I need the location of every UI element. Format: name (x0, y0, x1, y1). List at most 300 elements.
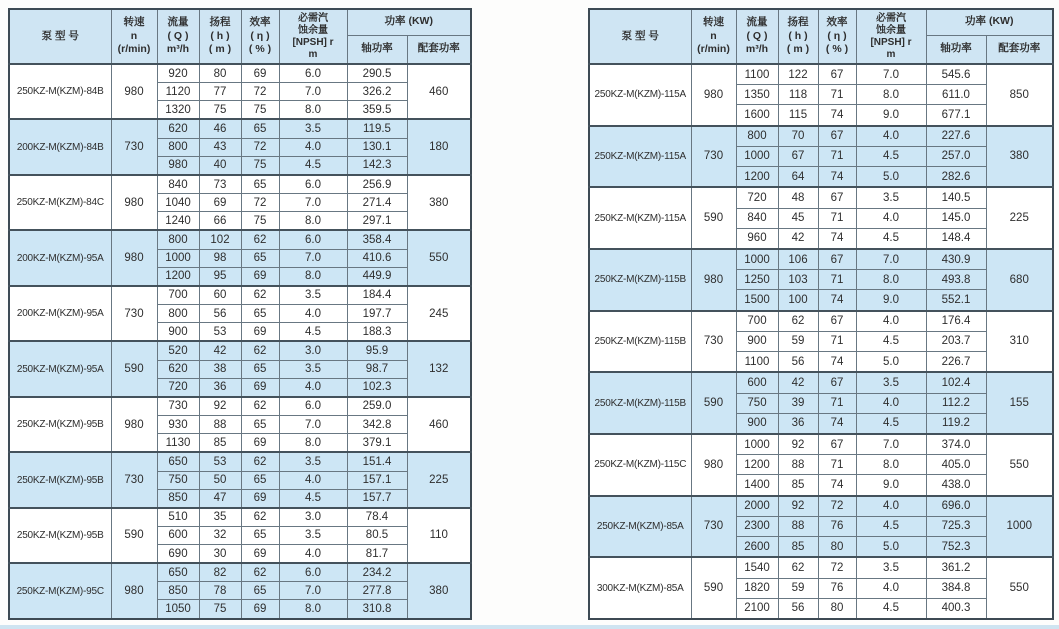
head-cell: 32 (199, 526, 241, 544)
npsh-cell: 8.0 (856, 85, 926, 105)
efficiency-cell: 75 (241, 156, 279, 175)
header-label-line: m (886, 48, 896, 60)
npsh-cell: 7.0 (279, 83, 347, 101)
flow-cell: 620 (157, 360, 199, 378)
head-cell: 36 (778, 413, 818, 434)
shaft-power-cell: 81.7 (347, 545, 407, 564)
speed-cell: 590 (691, 187, 736, 249)
head-cell: 88 (778, 455, 818, 475)
efficiency-cell: 71 (818, 393, 856, 413)
shaft-power-cell: 342.8 (347, 416, 407, 434)
efficiency-cell: 71 (818, 146, 856, 166)
head-cell: 102 (199, 230, 241, 249)
head-cell: 59 (778, 578, 818, 598)
matched-power-cell: 380 (986, 126, 1053, 188)
model-cell: 250KZ-M(KZM)-115B (589, 372, 691, 434)
speed-cell: 980 (691, 434, 736, 496)
header-label-line: (r/min) (697, 43, 730, 56)
efficiency-cell: 65 (241, 360, 279, 378)
header-label-line: 流量 (167, 16, 189, 29)
efficiency-cell: 74 (818, 475, 856, 496)
col-header-flow (736, 9, 778, 64)
efficiency-cell: 67 (818, 311, 856, 332)
header-label-line: 效率 (249, 16, 271, 29)
flow-cell: 700 (736, 311, 778, 332)
efficiency-cell: 74 (818, 105, 856, 126)
head-cell: 36 (199, 378, 241, 397)
efficiency-cell: 67 (818, 434, 856, 455)
npsh-cell: 8.0 (279, 434, 347, 453)
flow-cell: 800 (157, 230, 199, 249)
flow-cell: 900 (157, 323, 199, 342)
matched-power-cell: 225 (986, 187, 1053, 249)
flow-cell: 750 (157, 471, 199, 489)
matched-power-cell: 550 (407, 230, 471, 285)
efficiency-cell: 72 (818, 557, 856, 578)
npsh-cell: 3.5 (856, 372, 926, 393)
shaft-power-cell: 102.3 (347, 378, 407, 397)
col-header-model: 泵 型 号 (9, 9, 111, 64)
shaft-power-cell: 430.9 (926, 249, 986, 270)
flow-cell: 620 (157, 119, 199, 138)
flow-cell: 900 (736, 331, 778, 351)
head-cell: 48 (778, 187, 818, 208)
matched-power-cell: 850 (986, 64, 1053, 126)
model-cell: 250KZ-M(KZM)-115B (589, 311, 691, 373)
head-cell: 35 (199, 508, 241, 527)
head-cell: 85 (778, 536, 818, 557)
model-cell: 200KZ-M(KZM)-84B (9, 119, 111, 174)
shaft-power-cell: 552.1 (926, 290, 986, 311)
shaft-power-cell: 197.7 (347, 305, 407, 323)
npsh-cell: 4.5 (856, 516, 926, 536)
npsh-cell: 9.0 (856, 105, 926, 126)
shaft-power-cell: 725.3 (926, 516, 986, 536)
table-header (9, 9, 471, 64)
npsh-cell: 4.0 (279, 378, 347, 397)
head-cell: 73 (199, 175, 241, 194)
npsh-cell: 4.0 (856, 208, 926, 228)
header-label-line: 流量 (746, 16, 768, 29)
head-cell: 106 (778, 249, 818, 270)
npsh-cell: 4.5 (856, 146, 926, 166)
head-cell: 70 (778, 126, 818, 147)
shaft-power-cell: 326.2 (347, 83, 407, 101)
table-row (589, 249, 1053, 270)
head-cell: 42 (778, 372, 818, 393)
npsh-cell: 6.0 (279, 563, 347, 582)
shaft-power-cell: 310.8 (347, 600, 407, 619)
header-label-line: ( Q ) (746, 29, 768, 42)
efficiency-cell: 65 (241, 249, 279, 267)
head-cell: 59 (778, 331, 818, 351)
table-body (9, 64, 471, 619)
header-label-line: ( m ) (208, 43, 232, 56)
col-header-matched-power: 配套功率 (407, 35, 471, 64)
speed-cell: 730 (691, 311, 736, 373)
speed-cell: 590 (691, 557, 736, 619)
npsh-cell: 8.0 (279, 212, 347, 231)
npsh-cell: 7.0 (279, 194, 347, 212)
shaft-power-cell: 142.3 (347, 156, 407, 175)
efficiency-cell: 69 (241, 545, 279, 564)
flow-cell: 2600 (736, 536, 778, 557)
shaft-power-cell: 358.4 (347, 230, 407, 249)
flow-cell: 800 (157, 305, 199, 323)
model-cell: 250KZ-M(KZM)-84B (9, 64, 111, 119)
matched-power-cell: 245 (407, 286, 471, 341)
npsh-cell: 4.0 (279, 305, 347, 323)
head-cell: 88 (199, 416, 241, 434)
shaft-power-cell: 545.6 (926, 64, 986, 85)
shaft-power-cell: 140.5 (926, 187, 986, 208)
head-cell: 53 (199, 452, 241, 471)
header-row-1 (9, 9, 471, 35)
shaft-power-cell: 282.6 (926, 167, 986, 188)
flow-cell: 690 (157, 545, 199, 564)
table-row (9, 452, 471, 471)
head-cell: 100 (778, 290, 818, 311)
shaft-power-cell: 277.8 (347, 582, 407, 600)
shaft-power-cell: 98.7 (347, 360, 407, 378)
model-cell: 250KZ-M(KZM)-95B (9, 397, 111, 452)
npsh-cell: 6.0 (279, 230, 347, 249)
header-label-line: [NPSH] r (292, 36, 334, 48)
shaft-power-cell: 130.1 (347, 138, 407, 156)
table-row (589, 557, 1053, 578)
col-header-shaft-power: 轴功率 (926, 35, 986, 64)
npsh-cell: 8.0 (279, 101, 347, 120)
table-row (589, 187, 1053, 208)
model-cell: 250KZ-M(KZM)-95B (9, 452, 111, 507)
flow-cell: 1050 (157, 600, 199, 619)
model-cell: 250KZ-M(KZM)-115C (589, 434, 691, 496)
shaft-power-cell: 449.9 (347, 267, 407, 286)
shaft-power-cell: 157.7 (347, 489, 407, 508)
efficiency-cell: 74 (818, 351, 856, 372)
flow-cell: 1820 (736, 578, 778, 598)
efficiency-cell: 69 (241, 378, 279, 397)
shaft-power-cell: 234.2 (347, 563, 407, 582)
shaft-power-cell: 359.5 (347, 101, 407, 120)
efficiency-cell: 71 (818, 331, 856, 351)
header-row-1 (589, 9, 1053, 35)
head-cell: 95 (199, 267, 241, 286)
bottom-rule-divider (0, 625, 1059, 629)
speed-cell: 730 (111, 452, 157, 507)
npsh-cell: 4.0 (279, 138, 347, 156)
pump-spec-table-left (8, 8, 472, 620)
shaft-power-cell: 188.3 (347, 323, 407, 342)
flow-cell: 920 (157, 64, 199, 83)
efficiency-cell: 62 (241, 341, 279, 360)
efficiency-cell: 67 (818, 187, 856, 208)
head-cell: 62 (778, 311, 818, 332)
col-header-matched-power: 配套功率 (986, 35, 1053, 64)
head-cell: 64 (778, 167, 818, 188)
matched-power-cell: 310 (986, 311, 1053, 373)
header-label-line: 扬程 (787, 16, 809, 29)
speed-cell: 590 (111, 508, 157, 563)
npsh-cell: 3.5 (856, 187, 926, 208)
matched-power-cell: 1000 (986, 496, 1053, 558)
head-cell: 60 (199, 286, 241, 305)
shaft-power-cell: 95.9 (347, 341, 407, 360)
head-cell: 66 (199, 212, 241, 231)
npsh-cell: 9.0 (856, 475, 926, 496)
shaft-power-cell: 112.2 (926, 393, 986, 413)
head-cell: 88 (778, 516, 818, 536)
header-label-line: ( η ) (827, 29, 847, 42)
efficiency-cell: 69 (241, 267, 279, 286)
head-cell: 39 (778, 393, 818, 413)
npsh-cell: 3.5 (279, 360, 347, 378)
head-cell: 56 (778, 351, 818, 372)
table-header (589, 9, 1053, 64)
table-row (9, 175, 471, 194)
shaft-power-cell: 611.0 (926, 85, 986, 105)
head-cell: 85 (199, 434, 241, 453)
flow-cell: 1320 (157, 101, 199, 120)
npsh-cell: 3.5 (279, 526, 347, 544)
npsh-cell: 3.5 (279, 452, 347, 471)
flow-cell: 600 (157, 526, 199, 544)
flow-cell: 2300 (736, 516, 778, 536)
header-label-line: ( % ) (825, 43, 849, 56)
speed-cell: 730 (111, 119, 157, 174)
flow-cell: 800 (736, 126, 778, 147)
npsh-cell: 7.0 (856, 64, 926, 85)
col-header-npsh (856, 9, 926, 64)
matched-power-cell: 132 (407, 341, 471, 396)
speed-cell: 730 (691, 496, 736, 558)
npsh-cell: 8.0 (856, 455, 926, 475)
npsh-cell: 4.0 (856, 126, 926, 147)
shaft-power-cell: 384.8 (926, 578, 986, 598)
model-cell: 250KZ-M(KZM)-95B (9, 508, 111, 563)
flow-cell: 1000 (736, 434, 778, 455)
shaft-power-cell: 374.0 (926, 434, 986, 455)
shaft-power-cell: 379.1 (347, 434, 407, 453)
flow-cell: 1100 (736, 64, 778, 85)
speed-cell: 980 (111, 175, 157, 230)
matched-power-cell: 180 (407, 119, 471, 174)
head-cell: 92 (199, 397, 241, 416)
shaft-power-cell: 226.7 (926, 351, 986, 372)
table-row (9, 508, 471, 527)
head-cell: 56 (199, 305, 241, 323)
speed-cell: 980 (691, 64, 736, 126)
npsh-cell: 3.5 (856, 557, 926, 578)
table-row (589, 496, 1053, 517)
npsh-cell: 4.0 (279, 545, 347, 564)
shaft-power-cell: 227.6 (926, 126, 986, 147)
flow-cell: 900 (736, 413, 778, 434)
header-label-line: m³/h (745, 43, 769, 56)
head-cell: 78 (199, 582, 241, 600)
model-cell: 200KZ-M(KZM)-95A (9, 230, 111, 285)
shaft-power-cell: 148.4 (926, 228, 986, 249)
col-header-efficiency (241, 9, 279, 64)
npsh-cell: 3.0 (279, 508, 347, 527)
speed-cell: 980 (111, 230, 157, 285)
table-row (589, 126, 1053, 147)
shaft-power-cell: 290.5 (347, 64, 407, 83)
table-row (9, 64, 471, 83)
npsh-cell: 6.0 (279, 397, 347, 416)
head-cell: 92 (778, 434, 818, 455)
flow-cell: 510 (157, 508, 199, 527)
head-cell: 118 (778, 85, 818, 105)
matched-power-cell: 460 (407, 397, 471, 452)
efficiency-cell: 80 (818, 598, 856, 619)
head-cell: 92 (778, 496, 818, 517)
header-label-line: n (130, 29, 138, 42)
matched-power-cell: 155 (986, 372, 1053, 434)
header-label-line: ( h ) (210, 29, 230, 42)
shaft-power-cell: 119.2 (926, 413, 986, 434)
npsh-cell: 4.0 (856, 393, 926, 413)
head-cell: 122 (778, 64, 818, 85)
head-cell: 115 (778, 105, 818, 126)
efficiency-cell: 67 (818, 126, 856, 147)
pump-spec-table-right (588, 8, 1054, 620)
header-label-line: m (308, 48, 318, 60)
efficiency-cell: 69 (241, 489, 279, 508)
flow-cell: 1000 (157, 249, 199, 267)
flow-cell: 720 (736, 187, 778, 208)
head-cell: 30 (199, 545, 241, 564)
npsh-cell: 4.5 (856, 413, 926, 434)
efficiency-cell: 72 (241, 138, 279, 156)
header-label-line: 转速 (123, 16, 145, 29)
shaft-power-cell: 145.0 (926, 208, 986, 228)
flow-cell: 850 (157, 489, 199, 508)
efficiency-cell: 69 (241, 64, 279, 83)
flow-cell: 520 (157, 341, 199, 360)
efficiency-cell: 62 (241, 563, 279, 582)
efficiency-cell: 75 (241, 212, 279, 231)
matched-power-cell: 550 (986, 434, 1053, 496)
efficiency-cell: 69 (241, 323, 279, 342)
header-label-line: 蚀余量 (876, 24, 906, 36)
head-cell: 85 (778, 475, 818, 496)
npsh-cell: 4.5 (856, 598, 926, 619)
flow-cell: 840 (736, 208, 778, 228)
col-header-shaft-power: 轴功率 (347, 35, 407, 64)
flow-cell: 650 (157, 452, 199, 471)
npsh-cell: 7.0 (279, 416, 347, 434)
flow-cell: 960 (736, 228, 778, 249)
efficiency-cell: 62 (241, 286, 279, 305)
speed-cell: 980 (111, 397, 157, 452)
header-label-line: ( % ) (248, 43, 272, 56)
model-cell: 250KZ-M(KZM)-115A (589, 64, 691, 126)
speed-cell: 590 (691, 372, 736, 434)
npsh-cell: 8.0 (279, 267, 347, 286)
flow-cell: 1400 (736, 475, 778, 496)
matched-power-cell: 460 (407, 64, 471, 119)
flow-cell: 2100 (736, 598, 778, 619)
speed-cell: 980 (691, 249, 736, 311)
efficiency-cell: 65 (241, 305, 279, 323)
npsh-cell: 3.0 (279, 341, 347, 360)
head-cell: 53 (199, 323, 241, 342)
npsh-cell: 8.0 (279, 600, 347, 619)
matched-power-cell: 680 (986, 249, 1053, 311)
flow-cell: 730 (157, 397, 199, 416)
col-header-speed (111, 9, 157, 64)
head-cell: 56 (778, 598, 818, 619)
col-header-flow (157, 9, 199, 64)
npsh-cell: 5.0 (856, 536, 926, 557)
shaft-power-cell: 256.9 (347, 175, 407, 194)
shaft-power-cell: 438.0 (926, 475, 986, 496)
flow-cell: 840 (157, 175, 199, 194)
speed-cell: 730 (691, 126, 736, 188)
npsh-cell: 4.0 (856, 578, 926, 598)
shaft-power-cell: 400.3 (926, 598, 986, 619)
npsh-cell: 7.0 (856, 249, 926, 270)
flow-cell: 1100 (736, 351, 778, 372)
efficiency-cell: 80 (818, 536, 856, 557)
col-header-speed (691, 9, 736, 64)
header-label-line: ( h ) (788, 29, 808, 42)
header-label-line: 扬程 (209, 16, 231, 29)
flow-cell: 1200 (736, 167, 778, 188)
npsh-cell: 4.5 (856, 331, 926, 351)
flow-cell: 1500 (736, 290, 778, 311)
matched-power-cell: 225 (407, 452, 471, 507)
shaft-power-cell: 271.4 (347, 194, 407, 212)
table-body (589, 64, 1053, 619)
head-cell: 103 (778, 270, 818, 290)
head-cell: 47 (199, 489, 241, 508)
speed-cell: 730 (111, 286, 157, 341)
header-label-line: 转速 (703, 16, 724, 29)
flow-cell: 750 (736, 393, 778, 413)
table-row (589, 64, 1053, 85)
efficiency-cell: 67 (818, 372, 856, 393)
flow-cell: 720 (157, 378, 199, 397)
shaft-power-cell: 752.3 (926, 536, 986, 557)
flow-cell: 650 (157, 563, 199, 582)
header-label-line: 蚀余量 (298, 24, 328, 36)
head-cell: 82 (199, 563, 241, 582)
head-cell: 75 (199, 600, 241, 619)
efficiency-cell: 72 (818, 496, 856, 517)
shaft-power-cell: 157.1 (347, 471, 407, 489)
flow-cell: 980 (157, 156, 199, 175)
head-cell: 42 (199, 341, 241, 360)
col-header-npsh (279, 9, 347, 64)
shaft-power-cell: 259.0 (347, 397, 407, 416)
flow-cell: 2000 (736, 496, 778, 517)
npsh-cell: 7.0 (279, 582, 347, 600)
model-cell: 250KZ-M(KZM)-115A (589, 126, 691, 188)
efficiency-cell: 74 (818, 167, 856, 188)
head-cell: 45 (778, 208, 818, 228)
npsh-cell: 3.5 (279, 119, 347, 138)
shaft-power-cell: 119.5 (347, 119, 407, 138)
efficiency-cell: 65 (241, 582, 279, 600)
header-label-line: 必需汽 (298, 12, 328, 24)
flow-cell: 600 (736, 372, 778, 393)
efficiency-cell: 62 (241, 508, 279, 527)
efficiency-cell: 69 (241, 600, 279, 619)
npsh-cell: 4.0 (856, 311, 926, 332)
table-row (9, 230, 471, 249)
